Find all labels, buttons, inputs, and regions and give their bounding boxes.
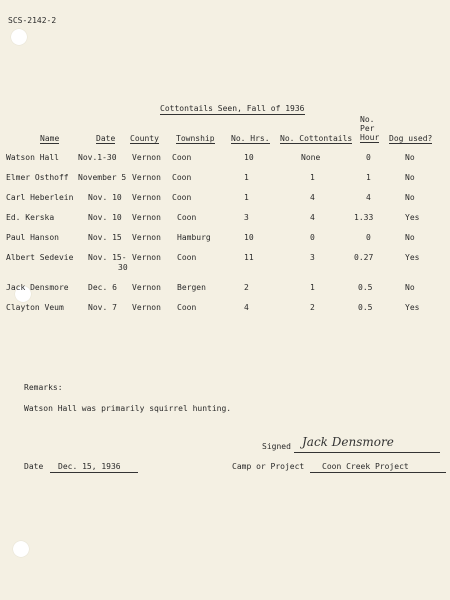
- signature: Jack Densmore: [302, 435, 394, 449]
- header-hrs: No. Hrs.: [231, 134, 270, 143]
- cell-township: Coon: [172, 193, 192, 202]
- cell-hrs: 2: [244, 283, 249, 292]
- signature-line: [294, 452, 440, 453]
- document-title: Cottontails Seen, Fall of 1936: [160, 104, 305, 113]
- cell-dog: Yes: [405, 253, 420, 262]
- cell-date: Nov. 15-: [88, 253, 127, 262]
- header-date: Date: [96, 134, 116, 143]
- cell-hrs: 1: [244, 173, 249, 182]
- cell-date: Dec. 6: [88, 283, 117, 292]
- cell-dog: No: [405, 283, 415, 292]
- cell-per-hour: 0: [366, 153, 371, 162]
- date-value: Dec. 15, 1936: [58, 462, 121, 471]
- header-county: County: [130, 134, 159, 143]
- header-cottontails: No. Cottontails: [280, 134, 353, 143]
- date-line: [50, 472, 138, 473]
- table-row: [0, 253, 450, 275]
- camp-label: Camp or Project: [232, 462, 305, 471]
- cell-hrs: 1: [244, 193, 249, 202]
- table-row: [0, 233, 450, 245]
- cell-date: Nov. 10: [88, 193, 122, 202]
- cell-township: Coon: [177, 253, 197, 262]
- cell-cottontails: 4: [310, 193, 315, 202]
- date-label: Date: [24, 462, 44, 471]
- table-row: [0, 213, 450, 225]
- cell-township: Coon: [177, 213, 197, 222]
- cell-per-hour: 1.33: [354, 213, 374, 222]
- cell-per-hour: 4: [366, 193, 371, 202]
- cell-hrs: 3: [244, 213, 249, 222]
- cell-dog: No: [405, 173, 415, 182]
- cell-township: Bergen: [177, 283, 206, 292]
- cell-county: Vernon: [132, 153, 161, 162]
- cell-county: Vernon: [132, 193, 161, 202]
- table-row: [0, 193, 450, 205]
- cell-name: Carl Heberlein: [6, 193, 74, 202]
- cell-hrs: 10: [244, 153, 254, 162]
- cell-date: Nov.1-30: [78, 153, 117, 162]
- cell-township: Hamburg: [177, 233, 211, 242]
- header-per-hour-line1: No.: [360, 115, 375, 124]
- header-township: Township: [176, 134, 215, 143]
- cell-name: Elmer Osthoff: [6, 173, 69, 182]
- cell-cottontails: 0: [310, 233, 315, 242]
- cell-township: Coon: [172, 153, 192, 162]
- cell-per-hour: 0.27: [354, 253, 374, 262]
- cell-name: Watson Hall: [6, 153, 59, 162]
- cell-hrs: 4: [244, 303, 249, 312]
- cell-county: Vernon: [132, 303, 161, 312]
- cell-per-hour: 0.5: [358, 283, 373, 292]
- cell-county: Vernon: [132, 213, 161, 222]
- cell-dog: Yes: [405, 213, 420, 222]
- cell-date: Nov. 10: [88, 213, 122, 222]
- cell-cottontails: 1: [310, 173, 315, 182]
- camp-line: [310, 472, 446, 473]
- cell-name: Jack Densmore: [6, 283, 69, 292]
- cell-township: Coon: [172, 173, 192, 182]
- cell-hrs: 11: [244, 253, 254, 262]
- cell-dog: No: [405, 233, 415, 242]
- cell-hrs: 10: [244, 233, 254, 242]
- cell-township: Coon: [177, 303, 197, 312]
- table-row: [0, 303, 450, 315]
- table-row: [0, 283, 450, 295]
- punch-hole: [11, 29, 27, 45]
- cell-name: Clayton Veum: [6, 303, 64, 312]
- header-per-hour: [360, 115, 379, 142]
- cell-county: Vernon: [132, 173, 161, 182]
- signed-label: Signed: [262, 442, 291, 451]
- header-name: Name: [40, 134, 60, 143]
- cell-name: Paul Hanson: [6, 233, 59, 242]
- header-per-hour-line3: Hour: [360, 133, 380, 142]
- cell-per-hour: 0.5: [358, 303, 373, 312]
- header-per-hour-line2: Per: [360, 124, 375, 133]
- punch-hole: [13, 541, 29, 557]
- table-row: [0, 173, 450, 185]
- cell-date: Nov. 7: [88, 303, 117, 312]
- cell-cottontails: 1: [310, 283, 315, 292]
- cell-county: Vernon: [132, 253, 161, 262]
- cell-name: Albert Sedevie: [6, 253, 74, 262]
- cell-per-hour: 0: [366, 233, 371, 242]
- camp-value: Coon Creek Project: [322, 462, 409, 471]
- document-id: SCS-2142-2: [8, 16, 57, 25]
- cell-cottontails: 2: [310, 303, 315, 312]
- remarks-text: Watson Hall was primarily squirrel hunting.: [24, 404, 232, 413]
- cell-cottontails: 3: [310, 253, 315, 262]
- cell-date-continued: 30: [118, 263, 128, 272]
- cell-name: Ed. Kerska: [6, 213, 55, 222]
- cell-date: November 5: [78, 173, 127, 182]
- cell-cottontails: 4: [310, 213, 315, 222]
- cell-dog: No: [405, 153, 415, 162]
- cell-date: Nov. 15: [88, 233, 122, 242]
- cell-dog: Yes: [405, 303, 420, 312]
- table-row: [0, 153, 450, 165]
- header-dog: Dog used?: [389, 134, 433, 143]
- remarks-label: Remarks:: [24, 383, 63, 392]
- cell-dog: No: [405, 193, 415, 202]
- cell-county: Vernon: [132, 283, 161, 292]
- cell-county: Vernon: [132, 233, 161, 242]
- cell-per-hour: 1: [366, 173, 371, 182]
- cell-cottontails: None: [301, 153, 321, 162]
